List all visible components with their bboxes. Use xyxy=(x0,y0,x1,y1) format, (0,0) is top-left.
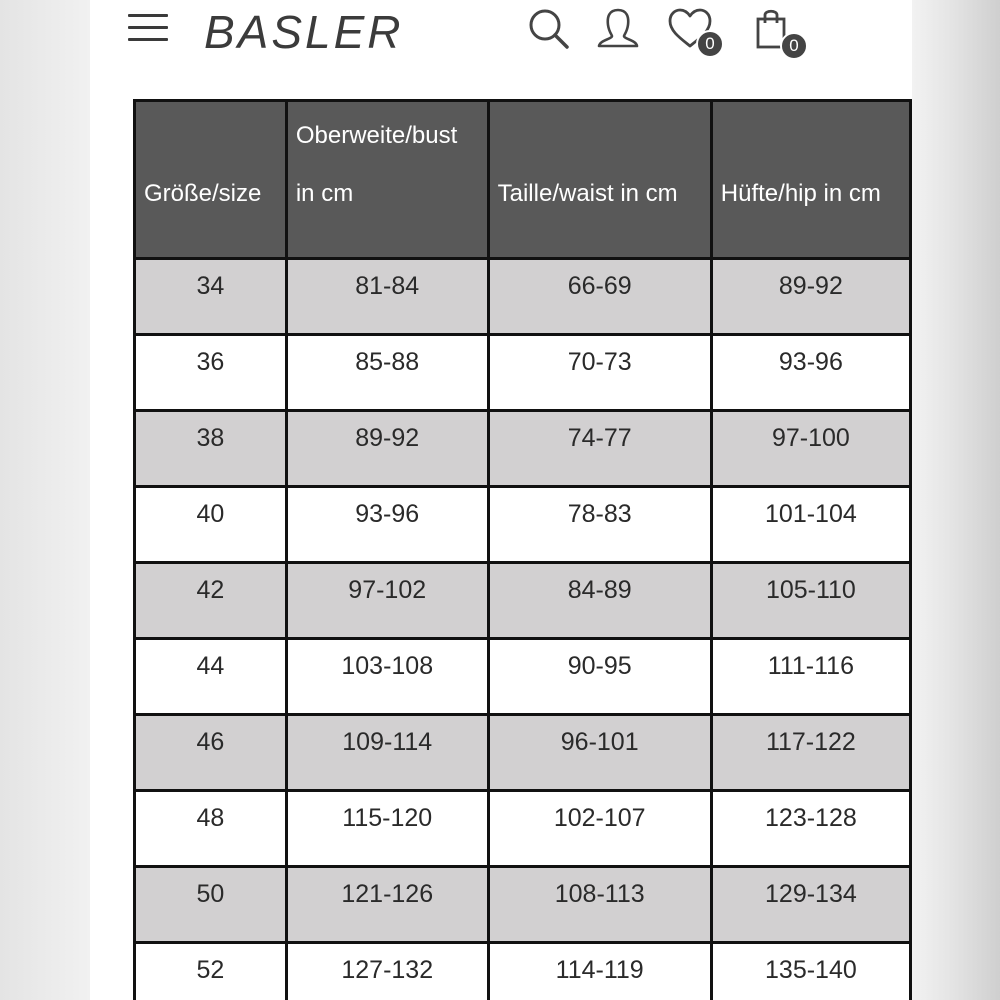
bust-cell: 127-132 xyxy=(286,943,488,1000)
bust-cell: 93-96 xyxy=(286,487,488,563)
waist-cell: 90-95 xyxy=(488,639,711,715)
hip-cell: 129-134 xyxy=(711,867,910,943)
bust-cell: 85-88 xyxy=(286,335,488,411)
size-cell: 34 xyxy=(135,259,287,335)
bust-cell: 97-102 xyxy=(286,563,488,639)
cart-button[interactable] xyxy=(750,6,798,54)
table-row xyxy=(135,259,911,335)
hip-cell: 123-128 xyxy=(711,791,910,867)
table-row xyxy=(135,563,911,639)
waist-cell: 70-73 xyxy=(488,335,711,411)
page xyxy=(90,0,912,1000)
table-row xyxy=(135,791,911,867)
table-row xyxy=(135,639,911,715)
waist-cell: 114-119 xyxy=(488,943,711,1000)
bust-cell: 121-126 xyxy=(286,867,488,943)
hip-cell: 101-104 xyxy=(711,487,910,563)
table-row xyxy=(135,335,911,411)
size-cell: 50 xyxy=(135,867,287,943)
header-waist: Taille/waist in cm xyxy=(488,101,711,259)
table-row xyxy=(135,487,911,563)
size-cell: 48 xyxy=(135,791,287,867)
hip-cell: 135-140 xyxy=(711,943,910,1000)
size-cell: 42 xyxy=(135,563,287,639)
waist-cell: 66-69 xyxy=(488,259,711,335)
waist-cell: 84-89 xyxy=(488,563,711,639)
size-cell: 44 xyxy=(135,639,287,715)
account-button[interactable] xyxy=(594,6,642,54)
header-bust: Oberweite/bust in cm xyxy=(286,101,488,259)
wishlist-count-badge: 0 xyxy=(696,30,724,58)
table-row xyxy=(135,943,911,1000)
brand-logo[interactable]: BASLER xyxy=(204,6,404,58)
waist-cell: 102-107 xyxy=(488,791,711,867)
waist-cell: 108-113 xyxy=(488,867,711,943)
hip-cell: 111-116 xyxy=(711,639,910,715)
waist-cell: 78-83 xyxy=(488,487,711,563)
bust-cell: 115-120 xyxy=(286,791,488,867)
size-cell: 36 xyxy=(135,335,287,411)
wishlist-button[interactable] xyxy=(666,6,714,54)
bust-cell: 103-108 xyxy=(286,639,488,715)
account-icon xyxy=(594,6,642,54)
size-cell: 52 xyxy=(135,943,287,1000)
background-left xyxy=(0,0,90,1000)
bust-cell: 81-84 xyxy=(286,259,488,335)
waist-cell: 96-101 xyxy=(488,715,711,791)
menu-icon[interactable] xyxy=(128,14,168,42)
search-button[interactable] xyxy=(526,6,574,54)
cart-count-badge: 0 xyxy=(780,32,808,60)
site-header xyxy=(90,0,912,100)
table-row xyxy=(135,715,911,791)
waist-cell: 74-77 xyxy=(488,411,711,487)
table-row xyxy=(135,411,911,487)
hip-cell: 117-122 xyxy=(711,715,910,791)
background-right xyxy=(912,0,1000,1000)
hip-cell: 93-96 xyxy=(711,335,910,411)
size-chart-table xyxy=(133,99,912,1000)
header-size: Größe/size xyxy=(135,101,287,259)
search-icon xyxy=(526,6,574,54)
bust-cell: 89-92 xyxy=(286,411,488,487)
hip-cell: 105-110 xyxy=(711,563,910,639)
hip-cell: 97-100 xyxy=(711,411,910,487)
header-hip: Hüfte/hip in cm xyxy=(711,101,910,259)
table-header-row xyxy=(135,101,911,259)
size-cell: 40 xyxy=(135,487,287,563)
hip-cell: 89-92 xyxy=(711,259,910,335)
bust-cell: 109-114 xyxy=(286,715,488,791)
table-row xyxy=(135,867,911,943)
size-cell: 38 xyxy=(135,411,287,487)
size-cell: 46 xyxy=(135,715,287,791)
